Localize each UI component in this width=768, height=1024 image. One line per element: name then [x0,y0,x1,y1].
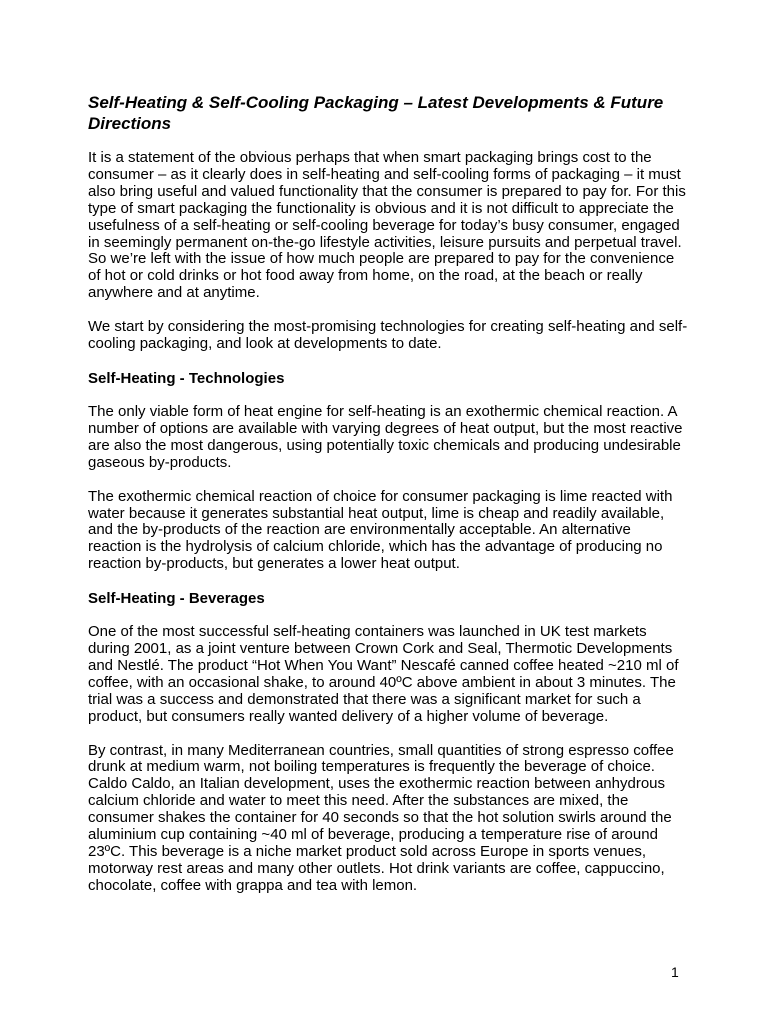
intro-paragraph-1: It is a statement of the obvious perhaps that when smart packaging brings cost to the consumer – as it clearly does in self-heating and self-cooling forms of packaging – it must also bring useful and valued functionality that the consumer is prepared to pay for. For this type of smart packaging the functionality is obvious and it is not difficult to appreciate the usefulness of a self-heating or self-cooling beverage for today’s busy consumer, engaged in seemingly permanent on-the-go lifestyle activities, leisure pursuits and perpetual travel. So we’re left with the issue of how much people are prepared to pay for the convenience of hot or cold drinks or hot food away from home, on the road, at the beach or really anywhere and at anytime. [88,149,686,302]
document-title: Self-Heating & Self-Cooling Packaging – Latest Developments & Future Directions [88,93,664,133]
beverages-paragraph-2: By contrast, in many Mediterranean countries, small quantities of strong espresso coffee drunk at medium warm, not boiling temperatures is frequently the beverage of choice. Caldo Caldo, an Italian development, uses the exothermic reaction between anhydrous calcium chloride and water to meet this need. After the substances are mixed, the consumer shakes the container for 40 seconds so that the hot solution swirls around the aluminium cup containing ~40 ml of beverage, producing a temperature rise of around 23ºC. This beverage is a niche market product sold across Europe in sports venues, motorway rest areas and many other outlets. Hot drink variants are coffee, cappuccino, chocolate, coffee with grappa and tea with lemon. [88,741,674,894]
intro-paragraph-2: We start by considering the most-promising technologies for creating self-heating and self-cooling packaging, and look at developments to date. [88,318,688,353]
section-heading-beverages: Self-Heating - Beverages [88,590,265,608]
section-heading-technologies: Self-Heating - Technologies [88,369,285,387]
technologies-paragraph-1: The only viable form of heat engine for self-heating is an exothermic chemical reaction. A number of options are available with varying degrees of heat output, but the most reactive are also the most dangerous, using potentially toxic chemicals and producing undesirable gaseous by-products. [88,402,683,471]
page-number: 1 [671,964,679,980]
beverages-paragraph-1: One of the most successful self-heating containers was launched in UK test markets during 2001, as a joint venture between Crown Cork and Seal, Thermotic Developments and Nestlé. The product “Hot When You Want” Nescafé canned coffee heated ~210 ml of coffee, with an occasional shake, to around 40ºC above ambient in about 3 minutes. The trial was a success and demonstrated that there was a significant market for such a product, but consumers really wanted delivery of a higher volume of beverage. [88,623,679,725]
document-page [88,92,688,912]
technologies-paragraph-2: The exothermic chemical reaction of choice for consumer packaging is lime reacted with water because it generates substantial heat output, lime is cheap and readily available, and the by-products of the reaction are environmentally acceptable. An alternative reaction is the hydrolysis of calcium chloride, which has the advantage of producing no reaction by-products, but generates a lower heat output. [88,487,673,573]
